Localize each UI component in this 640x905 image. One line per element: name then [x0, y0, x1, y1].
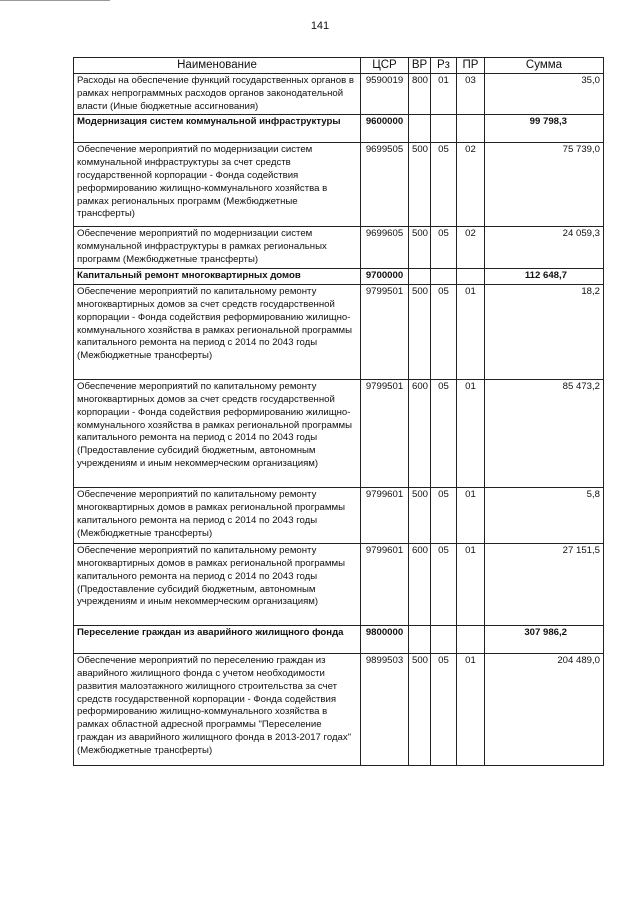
- row-vr: 500: [409, 488, 431, 544]
- row-vr: [409, 269, 431, 285]
- row-csr: 9799501: [361, 380, 409, 488]
- row-vr: 500: [409, 227, 431, 269]
- row-name: Модернизация систем коммунальной инфраструктуры: [74, 115, 361, 143]
- row-rz: 05: [431, 227, 457, 269]
- row-name: Обеспечение мероприятий по модернизации систем коммунальной инфраструктуры в рамках региональных программ (Межбюджетные трансферты): [74, 227, 361, 269]
- table-row: [74, 488, 604, 544]
- row-pr: 02: [457, 143, 485, 227]
- row-pr: 01: [457, 654, 485, 766]
- row-name: Обеспечение мероприятий по капитальному ремонту многоквартирных домов в рамках региональной программы капитального ремонта на период с 2014 по 2043 годы (Межбюджетные трансферты): [74, 488, 361, 544]
- row-pr: 01: [457, 380, 485, 488]
- table-row-section: [74, 269, 604, 285]
- row-sum: 24 059,3: [485, 227, 604, 269]
- row-rz: 05: [431, 143, 457, 227]
- row-sum: 85 473,2: [485, 380, 604, 488]
- row-rz: [431, 115, 457, 143]
- row-csr: 9699605: [361, 227, 409, 269]
- table-row: [74, 74, 604, 115]
- row-vr: [409, 115, 431, 143]
- top-edge-line: [0, 0, 110, 1]
- budget-table: [73, 57, 604, 766]
- row-csr: 9700000: [361, 269, 409, 285]
- row-pr: 01: [457, 285, 485, 380]
- row-csr: 9899503: [361, 654, 409, 766]
- header-sum: Сумма: [485, 58, 604, 74]
- table-header-row: [74, 58, 604, 74]
- row-vr: 500: [409, 654, 431, 766]
- table-row: [74, 544, 604, 626]
- row-sum: 5,8: [485, 488, 604, 544]
- row-name: Расходы на обеспечение функций государственных органов в рамках непрограммных расходов органов законодательной власти (Иные бюджетные ассигнования): [74, 74, 361, 115]
- row-rz: 05: [431, 544, 457, 626]
- row-csr: 9799601: [361, 488, 409, 544]
- row-csr: 9600000: [361, 115, 409, 143]
- table-row: [74, 143, 604, 227]
- table-row-section: [74, 626, 604, 654]
- row-rz: 05: [431, 285, 457, 380]
- row-sum: 307 986,2: [485, 626, 604, 654]
- row-sum: 27 151,5: [485, 544, 604, 626]
- row-rz: 05: [431, 654, 457, 766]
- row-sum: 35,0: [485, 74, 604, 115]
- row-pr: 03: [457, 74, 485, 115]
- row-vr: 500: [409, 285, 431, 380]
- row-sum: 18,2: [485, 285, 604, 380]
- header-name: Наименование: [74, 58, 361, 74]
- row-csr: 9799601: [361, 544, 409, 626]
- row-name: Капитальный ремонт многоквартирных домов: [74, 269, 361, 285]
- row-csr: 9799501: [361, 285, 409, 380]
- header-csr: ЦСР: [361, 58, 409, 74]
- row-rz: 01: [431, 74, 457, 115]
- row-rz: 05: [431, 380, 457, 488]
- row-csr: 9590019: [361, 74, 409, 115]
- row-name: Обеспечение мероприятий по капитальному ремонту многоквартирных домов в рамках региональной программы капитального ремонта на период с 2014 по 2043 годы (Предоставление субсидий бюджетным, автономным учреждениям и иным некоммерческим организациям): [74, 544, 361, 626]
- row-name: Переселение граждан из аварийного жилищного фонда: [74, 626, 361, 654]
- row-name: Обеспечение мероприятий по капитальному ремонту многоквартирных домов за счет средств государственной корпорации - Фонда содействия реформированию жилищно-коммунального хозяйства в рамках региональной программы капитального ремонта на период с 2014 по 2043 годы (Межбюджетные трансферты): [74, 285, 361, 380]
- row-rz: [431, 269, 457, 285]
- table-row: [74, 285, 604, 380]
- row-rz: [431, 626, 457, 654]
- table-row: [74, 227, 604, 269]
- row-pr: 01: [457, 544, 485, 626]
- table-row: [74, 380, 604, 488]
- row-pr: [457, 269, 485, 285]
- row-rz: 05: [431, 488, 457, 544]
- row-sum: 204 489,0: [485, 654, 604, 766]
- row-sum: 99 798,3: [485, 115, 604, 143]
- row-pr: [457, 626, 485, 654]
- row-vr: 800: [409, 74, 431, 115]
- row-csr: 9699505: [361, 143, 409, 227]
- table-row-section: [74, 115, 604, 143]
- row-csr: 9800000: [361, 626, 409, 654]
- row-pr: 02: [457, 227, 485, 269]
- row-name: Обеспечение мероприятий по капитальному ремонту многоквартирных домов за счет средств государственной корпорации - Фонда содействия реформированию жилищно-коммунального хозяйства в рамках региональной программы капитального ремонта на период с 2014 по 2043 годы (Предоставление субсидий бюджетным, автономным учреждениям и иным некоммерческим организациям): [74, 380, 361, 488]
- row-sum: 75 739,0: [485, 143, 604, 227]
- row-pr: [457, 115, 485, 143]
- row-sum: 112 648,7: [485, 269, 604, 285]
- row-name: Обеспечение мероприятий по модернизации систем коммунальной инфраструктуры за счет средств государственной корпорации - Фонда содействия реформированию жилищно-коммунального хозяйства в рамках региональных программ (Межбюджетные трансферты): [74, 143, 361, 227]
- page-number: 141: [310, 20, 330, 32]
- row-vr: [409, 626, 431, 654]
- table-row: [74, 654, 604, 766]
- row-vr: 500: [409, 143, 431, 227]
- header-rz: Рз: [431, 58, 457, 74]
- header-vr: ВР: [409, 58, 431, 74]
- row-pr: 01: [457, 488, 485, 544]
- row-name: Обеспечение мероприятий по переселению граждан из аварийного жилищного фонда с учетом необходимости развития малоэтажного жилищного строительства за счет средств государственной корпорации - Фонда содействия реформированию жилищно-коммунального хозяйства в рамках областной адресной программы "Переселение граждан из аварийного жилищного фонда в 2013-2017 годах" (Межбюджетные трансферты): [74, 654, 361, 766]
- header-pr: ПР: [457, 58, 485, 74]
- row-vr: 600: [409, 544, 431, 626]
- row-vr: 600: [409, 380, 431, 488]
